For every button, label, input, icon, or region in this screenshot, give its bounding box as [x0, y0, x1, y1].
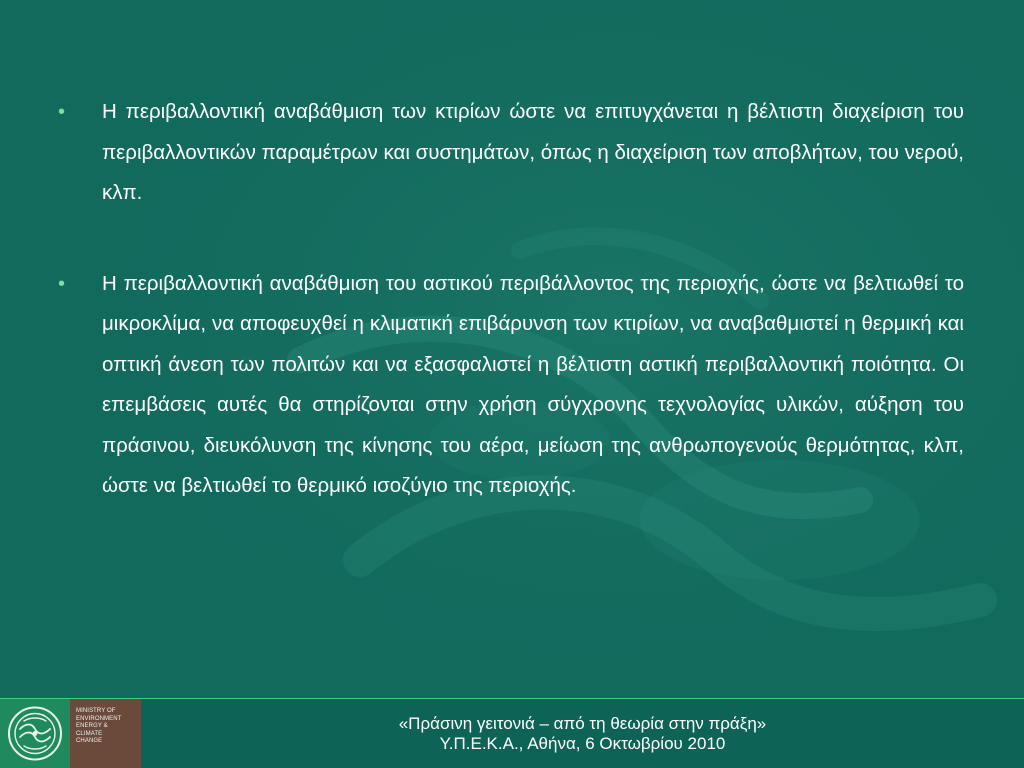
ministry-name-line: CHANGE	[76, 738, 103, 745]
bullet-item	[58, 92, 964, 214]
ministry-name-line: CLIMATE	[76, 730, 103, 737]
ministry-name-line: MINISTRY OF	[76, 708, 116, 714]
ministry-name-line: ENERGY &	[76, 723, 108, 730]
bullet-list	[58, 92, 964, 507]
bullet-text: Η περιβαλλοντική αναβάθμιση του αστικού περιβάλλοντος της περιοχής, ώστε να βελτιωθεί το μικροκλίμα, να αποφευχθεί η κλιματική επιβάρυνση των κτιρίων, να αναβαθμιστεί η θερμική και οπτική άνεση των πολιτών και να εξασφαλιστεί η βέλτιστη αστική περιβαλλοντική ποιότητα. Οι επεμβάσεις αυτές θα στηρίζονται στην χρήση σύγχρονης τεχνολογίας υλικών, αύξηση του πράσινου, διευκόλυνση της κίνησης του αέρα, μείωση της ανθρωπογενούς θερμότητας, κλπ, ώστε να βελτιωθεί το θερμικό ισοζύγιο της περιοχής.	[102, 271, 964, 497]
ministry-emblem-icon	[0, 699, 70, 768]
bullet-text: Η περιβαλλοντική αναβάθμιση των κτιρίων ώστε να επιτυγχάνεται η βέλτιστη διαχείριση του περιβαλλοντικών παραμέτρων και συστημάτων, όπως η διαχείριση των αποβλήτων, του νερού, κλπ.	[102, 100, 964, 204]
footer-caption	[141, 714, 1024, 754]
footer-divider	[0, 698, 1024, 699]
ministry-name	[76, 708, 121, 746]
ministry-name-line: ENVIRONMENT	[76, 715, 122, 722]
footer	[0, 698, 1024, 768]
bullet-item	[58, 264, 964, 507]
bullet-marker: •	[58, 272, 66, 295]
ministry-logo	[0, 699, 141, 768]
ministry-name-box	[70, 699, 141, 768]
footer-caption-subtitle: Υ.Π.Ε.Κ.Α., Αθήνα, 6 Οκτωβρίου 2010	[439, 734, 726, 753]
footer-caption-title: «Πράσινη γειτονιά – από τη θεωρία στην πράξη»	[398, 714, 767, 733]
bullet-marker: •	[58, 101, 66, 123]
